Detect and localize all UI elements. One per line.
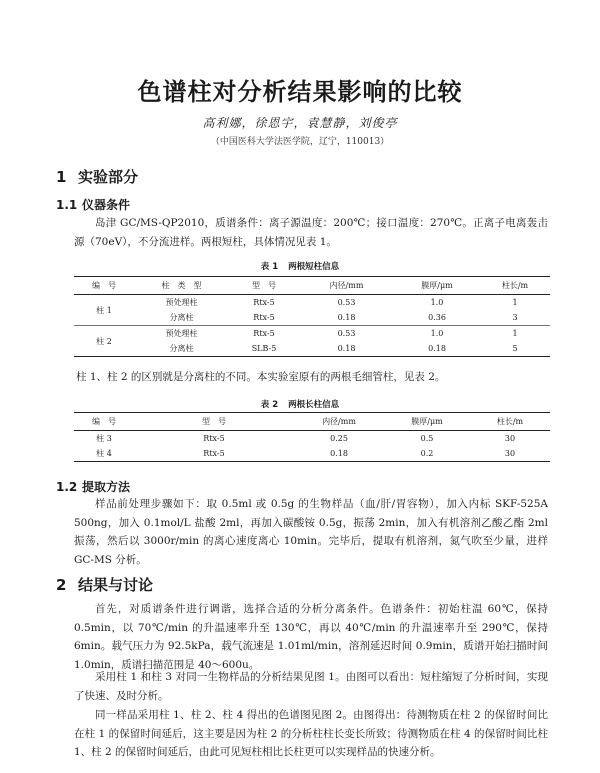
table-cell: 30 bbox=[470, 446, 550, 462]
col-header: 型 号 bbox=[134, 413, 294, 431]
group-name-cell: 柱 2 bbox=[74, 326, 134, 357]
subsection-number: 1.2 bbox=[56, 480, 78, 494]
table-cell: 0.5 bbox=[420, 434, 434, 443]
table-cell: 0.36 bbox=[394, 310, 480, 326]
table-cell: 柱 3 bbox=[96, 434, 112, 443]
table-cell: Rtx-5 bbox=[134, 446, 294, 462]
table-cell: 预处理柱 bbox=[165, 298, 198, 307]
col-header: 内径/mm bbox=[299, 277, 394, 295]
table-cell: 30 bbox=[504, 434, 516, 443]
col-header: 柱 类 型 bbox=[134, 277, 229, 295]
table-cell: 分离柱 bbox=[134, 341, 229, 357]
table-cell: 1.0 bbox=[430, 298, 444, 307]
table-label: 表 2 bbox=[260, 400, 279, 410]
table-cell: SLB-5 bbox=[229, 341, 299, 357]
figure-1-result-paragraph: 采用柱 1 和柱 3 对同一生物样品的分析结果见图 1。由图可以看出：短柱缩短了分析时间，实现了快速、及时分析。 bbox=[74, 671, 548, 702]
table-cell: 0.18 bbox=[294, 446, 384, 462]
col-header: 型 号 bbox=[229, 277, 299, 295]
col-header: 编 号 bbox=[74, 277, 134, 295]
paper-title: 色谱柱对分析结果影响的比较 bbox=[137, 78, 463, 106]
subsection-title: 仪器条件 bbox=[82, 198, 131, 212]
table-cell: 1 bbox=[512, 298, 518, 307]
section-1-heading bbox=[56, 166, 138, 187]
table-cell: 柱 4 bbox=[74, 446, 134, 462]
table-cell: 分离柱 bbox=[134, 310, 229, 326]
table-2 bbox=[74, 412, 550, 462]
table-cell: Rtx-5 bbox=[253, 298, 275, 307]
table-cell: 0.53 bbox=[337, 329, 356, 338]
instrument-conditions-paragraph: 岛津 GC/MS-QP2010，质谱条件：离子源温度：200℃；接口温度：270℃。正离子电离轰击源（70eV），不分流进样。两根短柱，具体情况见表 1。 bbox=[74, 217, 548, 248]
col-header: 膜厚/μm bbox=[394, 277, 480, 295]
col-header: 膜厚/μm bbox=[384, 413, 470, 431]
section-number: 1 bbox=[56, 168, 67, 186]
table-label: 表 1 bbox=[260, 262, 279, 272]
table-cell: 0.18 bbox=[299, 341, 394, 357]
col-header: 内径/mm bbox=[294, 413, 384, 431]
extraction-method-paragraph: 样品前处理步骤如下：取 0.5ml 或 0.5g 的生物样品（血/肝/胃容物），加入内标 SKF-525A 500ng，加入 0.1mol/L 盐酸 2ml，再加入碳酸铵 0.5g，振荡 2min，加入有机溶剂乙酸乙酯 2ml 振荡，然后以 3000r/min 的离心速度离心 10min。完毕后，提取有机溶剂，氮气吹至少量，进样 GC-MS 分析。 bbox=[74, 498, 548, 566]
table-row bbox=[74, 326, 550, 342]
table-cell: 5 bbox=[480, 341, 550, 357]
table-cell: Rtx-5 bbox=[253, 329, 275, 338]
table-cell: Rtx-5 bbox=[203, 434, 225, 443]
col-header: 编 号 bbox=[74, 413, 134, 431]
table-cell: Rtx-5 bbox=[229, 310, 299, 326]
table-caption-text: 两根短柱信息 bbox=[288, 262, 340, 272]
table-cell: 0.2 bbox=[384, 446, 470, 462]
table-cell: 1 bbox=[512, 329, 518, 338]
author-list: 高利娜，徐恩宇，袁慧静，刘俊亭 bbox=[202, 116, 398, 130]
group-name-cell: 柱 1 bbox=[74, 295, 134, 326]
table-row bbox=[74, 310, 550, 326]
columns-difference-paragraph: 柱 1、柱 2 的区别就是分离柱的不同。本实验室原有的两根毛细管柱，见表 2。 bbox=[76, 371, 446, 383]
chromatographic-conditions-paragraph: 首先，对质谱条件进行调谐，选择合适的分析分离条件。色谱条件：初始柱温 60℃，保持 0.5min，以 70℃/min 的升温速率升至 130℃，再以 40℃/min 的升温速率升至 290℃，保持 6min。载气压力为 92.5kPa，载气流速是 1.01ml/min，溶剂延迟时间 0.9min，质谱开始扫描时间 1.0min，质谱扫描范围是 40～600u。 bbox=[74, 603, 548, 671]
table-cell: 0.25 bbox=[330, 434, 348, 443]
subsection-1-2-heading bbox=[56, 478, 130, 495]
table-cell: 3 bbox=[480, 310, 550, 326]
table-row bbox=[74, 341, 550, 357]
table-cell: 1.0 bbox=[430, 329, 444, 338]
figure-2-result-paragraph: 同一样品采用柱 1、柱 2、柱 4 得出的色谱图见图 2。由图得出：待测物质在柱 2 的保留时间比在柱 1 的保留时间延后，这主要是因为柱 2 的分析柱柱长变长所致；待测物质在柱 4 的保留时间比柱 1、柱 2 的保留时间延后，由此可见短柱相比长柱更可以实现样品的快速分析。 bbox=[74, 709, 548, 759]
table-header-row bbox=[74, 413, 550, 431]
subsection-number: 1.1 bbox=[56, 198, 78, 212]
table-cell: 预处理柱 bbox=[165, 329, 198, 338]
table-cell: 0.53 bbox=[337, 298, 356, 307]
table-cell: 0.18 bbox=[394, 341, 480, 357]
section-title: 实验部分 bbox=[78, 168, 139, 186]
table-2-caption bbox=[0, 398, 600, 410]
table-row bbox=[74, 295, 550, 311]
subsection-title: 提取方法 bbox=[82, 480, 131, 494]
col-header: 柱长/m bbox=[480, 277, 550, 295]
section-number: 2 bbox=[56, 576, 67, 594]
section-title: 结果与讨论 bbox=[78, 576, 154, 594]
subsection-1-1-heading bbox=[56, 196, 130, 213]
col-header: 柱长/m bbox=[470, 413, 550, 431]
table-row bbox=[74, 446, 550, 462]
table-cell: 0.18 bbox=[299, 310, 394, 326]
affiliation: （中国医科大学法医学院，辽宁，110013） bbox=[210, 137, 390, 147]
table-header-row bbox=[74, 277, 550, 295]
table-row bbox=[74, 431, 550, 447]
table-1-caption bbox=[0, 260, 600, 272]
table-1 bbox=[74, 276, 550, 357]
table-caption-text: 两根长柱信息 bbox=[288, 400, 340, 410]
section-2-heading bbox=[56, 574, 153, 595]
